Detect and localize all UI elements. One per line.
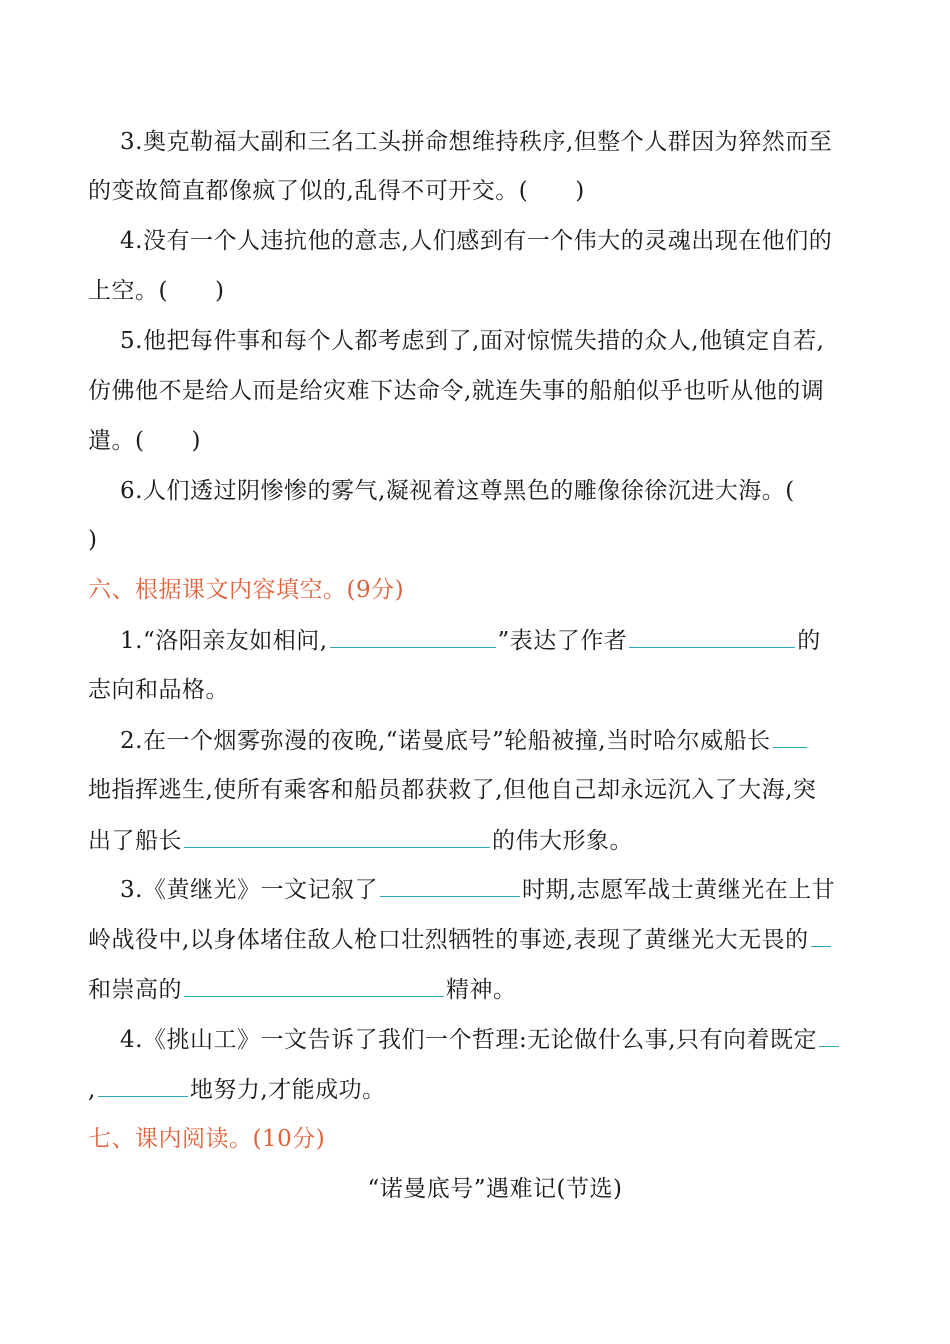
q5-sentence-4-line2: 上空。( ) <box>88 278 225 304</box>
s6-q4-text-a: 4.《挑山工》一文告诉了我们一个哲理:无论做什么事,只有向着既定 <box>120 1027 818 1053</box>
s6-q1-text-b: ”表达了作者 <box>497 628 628 654</box>
s6-q3-line1 <box>120 874 858 904</box>
s6-q3-text-a: 3.《黄继光》一文记叙了 <box>120 877 378 903</box>
q5-sentence-6-line1: 6.人们透过阴惨惨的雾气,凝视着这尊黑色的雕像徐徐沉进大海。( <box>120 478 795 504</box>
s6-q3-text-c: 岭战役中,以身体堵住敌人枪口壮烈牺牲的事迹,表现了黄继光大无畏的 <box>88 927 809 953</box>
section-7-title: 七、课内阅读。(10分) <box>88 1126 326 1152</box>
q5-sentence-6-line2: ) <box>88 527 98 553</box>
s6-q1-text-a: 1.“洛阳亲友如相问, <box>120 628 328 654</box>
s6-q4-text-c: 地努力,才能成功。 <box>189 1077 386 1103</box>
q5-sentence-5-line1: 5.他把每件事和每个人都考虑到了,面对惊慌失措的众人,他镇定自若, <box>120 328 825 354</box>
s6-q2-text-d: 的伟大形象。 <box>492 828 633 854</box>
s6-q4-text-b: , <box>88 1077 96 1103</box>
section-6-title: 六、根据课文内容填空。(9分) <box>88 577 405 603</box>
s6-q1-line2: 志向和品格。 <box>88 677 229 703</box>
passage-title: “诺曼底号”遇难记(节选) <box>367 1176 623 1202</box>
answer-blank[interactable] <box>811 924 831 947</box>
s6-q3-text-e: 精神。 <box>446 977 517 1003</box>
s6-q3-line2 <box>88 924 858 954</box>
s6-q3-text-b: 时期,志愿军战士黄继光在上甘 <box>521 877 836 903</box>
answer-blank[interactable] <box>629 625 795 648</box>
s6-q3-text-d: 和崇高的 <box>88 977 182 1003</box>
answer-blank[interactable] <box>98 1074 188 1097</box>
answer-blank[interactable] <box>184 825 490 848</box>
s6-q1-line1 <box>120 625 858 655</box>
q5-sentence-5-line3: 遣。( ) <box>88 428 201 454</box>
s6-q2-text-c: 出了船长 <box>88 828 182 854</box>
answer-blank[interactable] <box>184 974 444 997</box>
s6-q2-line3 <box>88 825 858 855</box>
answer-blank[interactable] <box>330 625 496 648</box>
q5-sentence-5-line2: 仿佛他不是给人而是给灾难下达命令,就连失事的船舶似乎也听从他的调 <box>88 378 825 404</box>
s6-q1-text-c: 的 <box>797 628 821 654</box>
s6-q4-line2 <box>88 1074 858 1104</box>
s6-q2-line1 <box>120 725 858 755</box>
answer-blank[interactable] <box>819 1024 839 1047</box>
q5-sentence-4-line1: 4.没有一个人违抗他的意志,人们感到有一个伟大的灵魂出现在他们的 <box>120 228 833 254</box>
q5-sentence-3-line1: 3.奥克勒福大副和三名工头拼命想维持秩序,但整个人群因为猝然而至 <box>120 129 833 155</box>
answer-blank[interactable] <box>380 874 520 897</box>
s6-q2-text-a: 2.在一个烟雾弥漫的夜晚,“诺曼底号”轮船被撞,当时哈尔威船长 <box>120 728 771 754</box>
s6-q3-line3 <box>88 974 858 1004</box>
s6-q4-line1 <box>120 1024 858 1054</box>
s6-q2-line2: 地指挥逃生,使所有乘客和船员都获救了,但他自己却永远沉入了大海,突 <box>88 777 817 803</box>
answer-blank[interactable] <box>773 725 807 748</box>
q5-sentence-3-line2: 的变故简直都像疯了似的,乱得不可开交。( ) <box>88 178 585 204</box>
